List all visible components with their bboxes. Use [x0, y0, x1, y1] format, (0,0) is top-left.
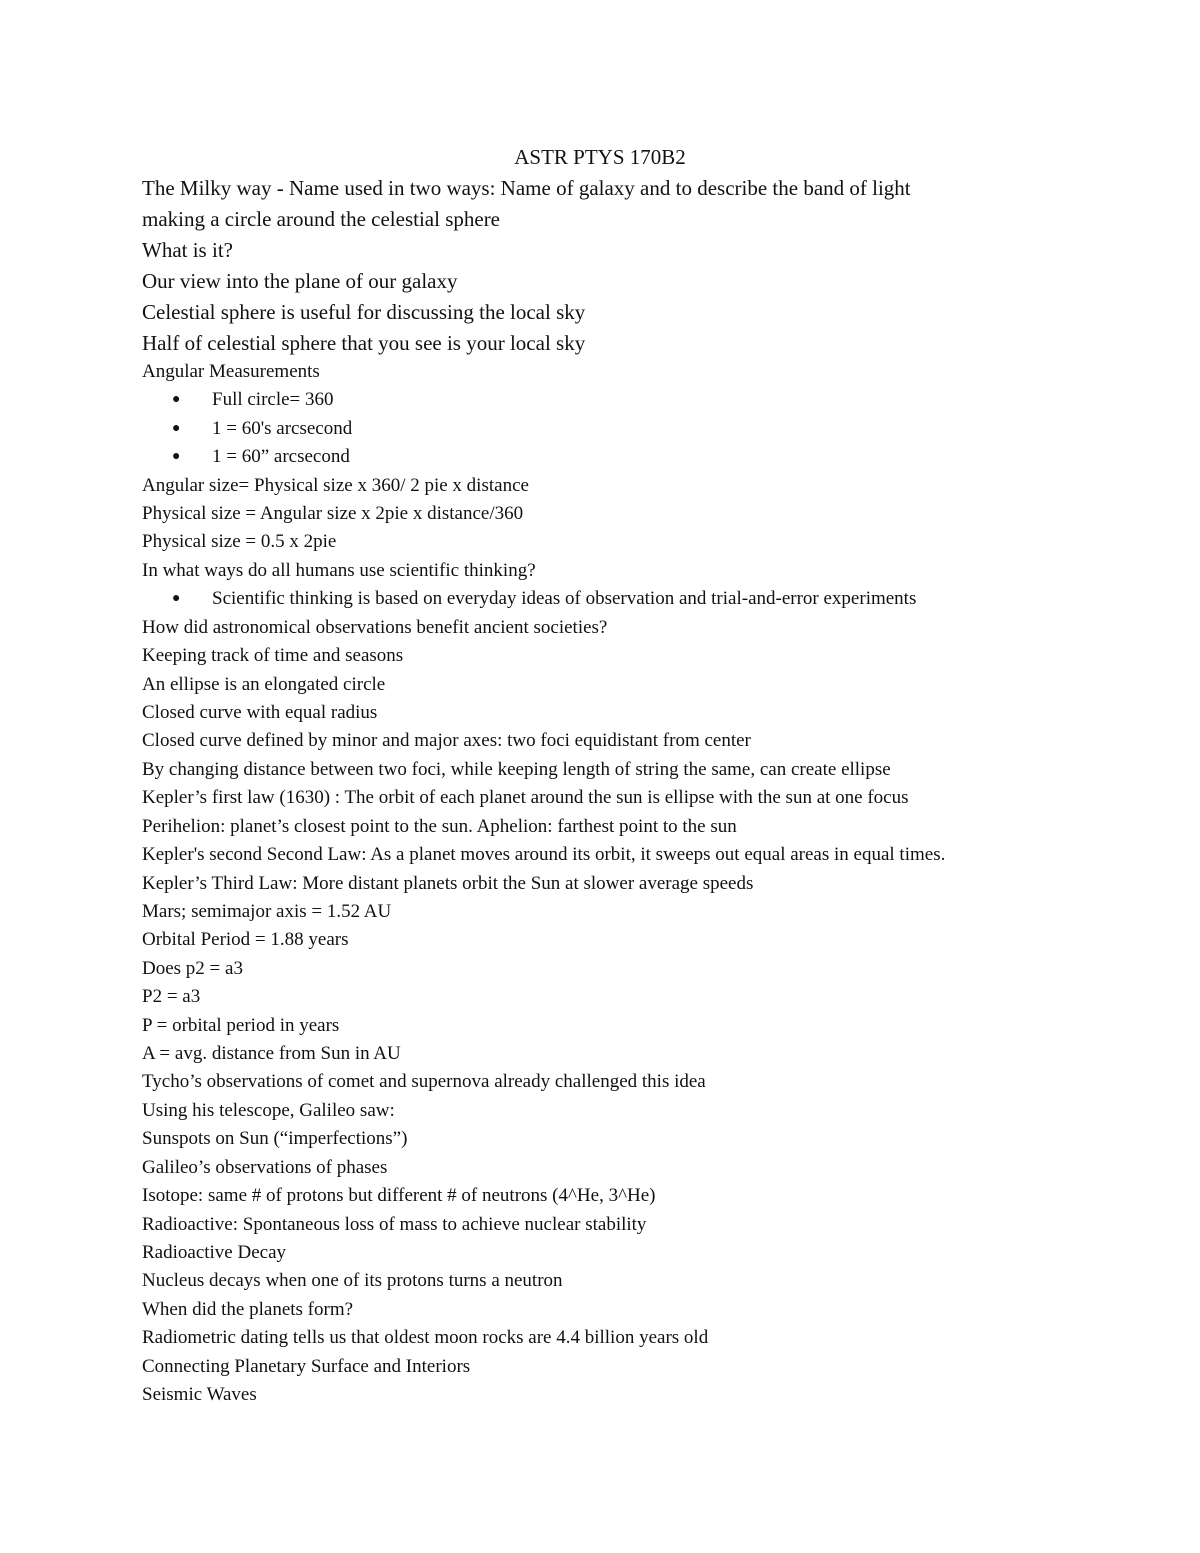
text-line: How did astronomical observations benefit ancient societies?: [142, 617, 608, 638]
text-line: P = orbital period in years: [142, 1015, 340, 1036]
page-title: ASTR PTYS 170B2: [514, 145, 686, 169]
text-line: Keeping track of time and seasons: [142, 645, 404, 666]
text-line: In what ways do all humans use scientific thinking?: [142, 560, 536, 581]
text-line: Nucleus decays when one of its protons turns a neutron: [142, 1270, 563, 1291]
text-line: Kepler’s Third Law: More distant planets orbit the Sun at slower average speeds: [142, 873, 754, 894]
text-line: Physical size = Angular size x 2pie x distance/360: [142, 503, 524, 524]
text-line: Celestial sphere is useful for discussing the local sky: [142, 300, 586, 324]
bullet-item: [172, 444, 350, 470]
text-line: When did the planets form?: [142, 1299, 354, 1320]
section-heading-angular: Angular Measurements: [142, 361, 320, 382]
text-line: Physical size = 0.5 x 2pie: [142, 531, 337, 552]
bullet-item: [172, 586, 916, 612]
text-line: By changing distance between two foci, while keeping length of string the same, can create ellipse: [142, 759, 891, 780]
text-line: Radioactive: Spontaneous loss of mass to achieve nuclear stability: [142, 1214, 647, 1235]
text-line: What is it?: [142, 238, 233, 262]
text-line: An ellipse is an elongated circle: [142, 674, 386, 695]
text-line: Sunspots on Sun (“imperfections”): [142, 1128, 408, 1149]
text-line: Seismic Waves: [142, 1384, 257, 1405]
bullet-item: [172, 416, 352, 442]
bullet-text: Full circle= 360: [212, 389, 334, 410]
bullet-text: 1 = 60” arcsecond: [212, 446, 350, 467]
bullet-icon: ●: [172, 392, 181, 407]
text-line: making a circle around the celestial sphere: [142, 207, 501, 231]
text-line: Perihelion: planet’s closest point to the sun. Aphelion: farthest point to the sun: [142, 816, 737, 837]
text-line: Radioactive Decay: [142, 1242, 287, 1263]
text-line: Isotope: same # of protons but different # of neutrons (4^He, 3^He): [142, 1185, 656, 1206]
text-line: P2 = a3: [142, 986, 201, 1007]
text-line: Radiometric dating tells us that oldest moon rocks are 4.4 billion years old: [142, 1327, 709, 1348]
text-line: Does p2 = a3: [142, 958, 243, 979]
text-line: Using his telescope, Galileo saw:: [142, 1100, 395, 1121]
bullet-icon: ●: [172, 449, 181, 464]
text-line: Kepler’s first law (1630) : The orbit of each planet around the sun is ellipse with the sun at one focus: [142, 787, 909, 808]
text-line: Closed curve with equal radius: [142, 702, 378, 723]
bullet-icon: ●: [172, 591, 181, 606]
text-line: Angular size= Physical size x 360/ 2 pie x distance: [142, 475, 529, 496]
text-line: The Milky way - Name used in two ways: Name of galaxy and to describe the band of light: [142, 176, 911, 200]
text-line: Galileo’s observations of phases: [142, 1157, 388, 1178]
text-line: Half of celestial sphere that you see is your local sky: [142, 331, 586, 355]
text-line: Connecting Planetary Surface and Interiors: [142, 1356, 471, 1377]
text-line: Mars; semimajor axis = 1.52 AU: [142, 901, 392, 922]
bullet-item: [172, 387, 334, 413]
bullet-text: Scientific thinking is based on everyday ideas of observation and trial-and-error experiments: [212, 588, 917, 609]
bullet-text: 1 = 60's arcsecond: [212, 418, 353, 439]
text-line: Closed curve defined by minor and major axes: two foci equidistant from center: [142, 730, 751, 751]
text-line: A = avg. distance from Sun in AU: [142, 1043, 401, 1064]
text-line: Tycho’s observations of comet and supernova already challenged this idea: [142, 1071, 706, 1092]
text-line: Kepler's second Second Law: As a planet moves around its orbit, it sweeps out equal areas in equal times.: [142, 844, 946, 865]
text-line: Our view into the plane of our galaxy: [142, 269, 458, 293]
bullet-icon: ●: [172, 421, 181, 436]
text-line: Orbital Period = 1.88 years: [142, 929, 349, 950]
